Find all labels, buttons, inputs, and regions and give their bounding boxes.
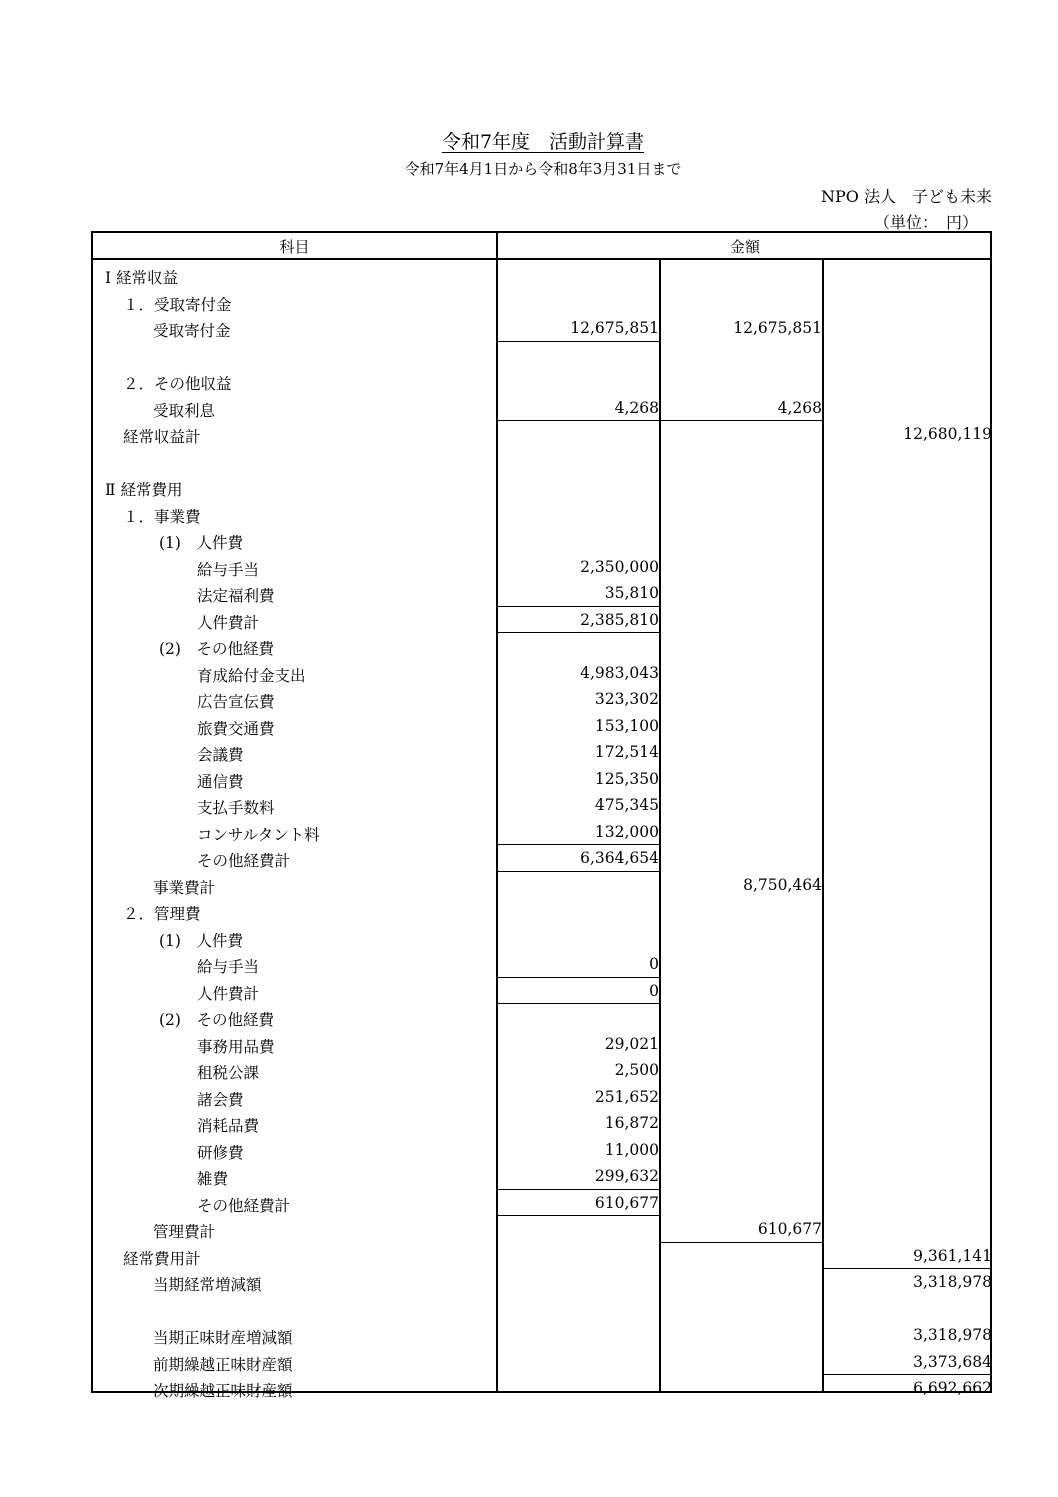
- table-row: [93, 951, 990, 978]
- table-row: [93, 1216, 990, 1243]
- table-row: [93, 448, 990, 475]
- table-row: [93, 1322, 990, 1349]
- table-row: [93, 1296, 990, 1323]
- amount-cell: 3,318,978: [913, 1326, 992, 1344]
- table-row: [93, 368, 990, 395]
- organization-name: NPO 法人 子ども未来: [821, 187, 992, 206]
- amount-cell: 16,872: [604, 1114, 659, 1132]
- report-period: 令和7年4月1日から令和8年3月31日まで: [404, 160, 682, 178]
- row-label: 受取寄付金: [153, 322, 231, 340]
- row-label: ２．その他収益: [123, 375, 232, 393]
- amount-cell: 610,677: [757, 1220, 822, 1238]
- table-row: [93, 925, 990, 952]
- amount-cell: 299,632: [594, 1167, 659, 1185]
- row-label: 研修費: [197, 1143, 244, 1162]
- table-row: [93, 342, 990, 369]
- amount-cell: 29,021: [604, 1034, 659, 1053]
- subject-column-header: 科目: [279, 238, 310, 256]
- table-row: [93, 1375, 990, 1402]
- amount-cell: 4,983,043: [580, 663, 659, 682]
- amount-cell: 475,345: [594, 796, 659, 814]
- table-row: [93, 1349, 990, 1376]
- row-label: 諸会費: [197, 1090, 244, 1109]
- amount-cell: 12,680,119: [903, 425, 992, 443]
- amount-cell: 11,000: [604, 1140, 659, 1159]
- row-label: 育成給付金支出: [197, 666, 306, 685]
- table-row: [93, 1269, 990, 1296]
- amount-column-header: 金額: [729, 238, 760, 256]
- row-label: Ⅱ 経常費用: [105, 481, 183, 499]
- amount-cell: 6,692,662: [913, 1379, 992, 1397]
- table-row: [93, 792, 990, 819]
- table-row: [93, 289, 990, 316]
- table-row: [93, 898, 990, 925]
- row-label: Ⅰ 経常収益: [105, 269, 179, 287]
- table-row: [93, 1084, 990, 1111]
- row-label: 受取利息: [153, 401, 216, 420]
- table-row: [93, 1031, 990, 1058]
- table-row: [93, 739, 990, 766]
- amount-cell: 4,268: [777, 398, 822, 417]
- table-row: [93, 554, 990, 581]
- table-row: [93, 978, 990, 1005]
- row-label: 法定福利費: [197, 587, 275, 605]
- row-label: 広告宣伝費: [197, 693, 275, 711]
- row-label: 人件費計: [197, 613, 260, 632]
- amount-cell: 2,500: [614, 1061, 659, 1079]
- row-label: 支払手数料: [197, 799, 275, 817]
- row-label: 事務用品費: [197, 1037, 275, 1056]
- amount-cell: 251,652: [594, 1087, 659, 1106]
- amount-cell: 0: [649, 955, 659, 973]
- amount-cell: 125,350: [594, 769, 659, 788]
- report-title: 令和7年度 活動計算書: [441, 131, 645, 153]
- table-row: [93, 1137, 990, 1164]
- amount-cell: 12,675,851: [733, 319, 822, 337]
- amount-cell: 153,100: [594, 716, 659, 735]
- row-label: １．受取寄付金: [123, 295, 232, 314]
- table-row: [93, 845, 990, 872]
- row-label: 通信費: [197, 772, 244, 791]
- activity-statement-table: [91, 231, 992, 1400]
- table-row: [93, 580, 990, 607]
- table-row: [93, 1057, 990, 1084]
- row-label: 経常収益計: [123, 428, 201, 446]
- row-label: その他経費計: [197, 852, 291, 870]
- amount-cell: 8,750,464: [743, 875, 822, 894]
- header-divider: [93, 258, 990, 260]
- row-label: 雑費: [197, 1170, 229, 1188]
- table-row: [93, 1190, 990, 1217]
- row-label: 前期繰越正味財産額: [153, 1355, 293, 1374]
- table-row: [93, 527, 990, 554]
- table-row: [93, 315, 990, 342]
- amount-cell: 323,302: [594, 690, 659, 708]
- table-row: [93, 262, 990, 289]
- row-label: 会議費: [197, 746, 244, 764]
- amount-cell: 4,268: [614, 398, 659, 417]
- table-row: [93, 1004, 990, 1031]
- amount-cell: 9,361,141: [913, 1246, 992, 1265]
- amount-cell: 2,385,810: [580, 610, 659, 629]
- table-row: [93, 607, 990, 634]
- row-label: 旅費交通費: [197, 719, 275, 738]
- row-label: ２．管理費: [123, 905, 201, 923]
- row-label: 管理費計: [153, 1223, 216, 1241]
- amount-cell: 6,364,654: [580, 849, 659, 867]
- row-label: 給与手当: [197, 560, 260, 579]
- table-row: [93, 474, 990, 501]
- row-label: 経常費用計: [123, 1249, 201, 1268]
- amount-cell: 0: [649, 981, 659, 1000]
- amount-cell: 172,514: [594, 743, 659, 761]
- amount-cell: 35,810: [604, 584, 659, 602]
- row-label: コンサルタント料: [197, 825, 320, 844]
- row-label: (2) その他経費: [159, 640, 274, 658]
- row-label: １．事業費: [123, 507, 201, 526]
- table-row: [93, 421, 990, 448]
- row-label: (1) 人件費: [159, 534, 243, 552]
- row-label: 給与手当: [197, 958, 260, 976]
- row-label: (2) その他経費: [159, 1011, 274, 1029]
- table-row: [93, 1163, 990, 1190]
- row-label: 次期繰越正味財産額: [153, 1382, 293, 1400]
- row-label: (1) 人件費: [159, 931, 243, 950]
- row-label: 当期経常増減額: [153, 1276, 262, 1294]
- table-row: [93, 501, 990, 528]
- amount-cell: 2,350,000: [580, 557, 659, 576]
- row-label: その他経費計: [197, 1196, 291, 1215]
- table-row: [93, 713, 990, 740]
- table-row: [93, 766, 990, 793]
- amount-cell: 132,000: [594, 822, 659, 841]
- table-row: [93, 686, 990, 713]
- table-row: [93, 633, 990, 660]
- table-row: [93, 1243, 990, 1270]
- amount-cell: 3,318,978: [913, 1273, 992, 1291]
- row-label: 人件費計: [197, 984, 260, 1003]
- table-row: [93, 660, 990, 687]
- row-label: 消耗品費: [197, 1117, 260, 1135]
- amount-cell: 610,677: [594, 1193, 659, 1212]
- currency-unit: （単位： 円）: [873, 213, 978, 232]
- table-row: [93, 872, 990, 899]
- table-row: [93, 395, 990, 422]
- amount-cell: 3,373,684: [913, 1352, 992, 1371]
- row-label: 事業費計: [153, 878, 216, 897]
- row-label: 租税公課: [197, 1064, 260, 1082]
- table-row: [93, 1110, 990, 1137]
- row-label: 当期正味財産増減額: [153, 1329, 293, 1347]
- table-row: [93, 819, 990, 846]
- amount-cell: 12,675,851: [570, 319, 659, 337]
